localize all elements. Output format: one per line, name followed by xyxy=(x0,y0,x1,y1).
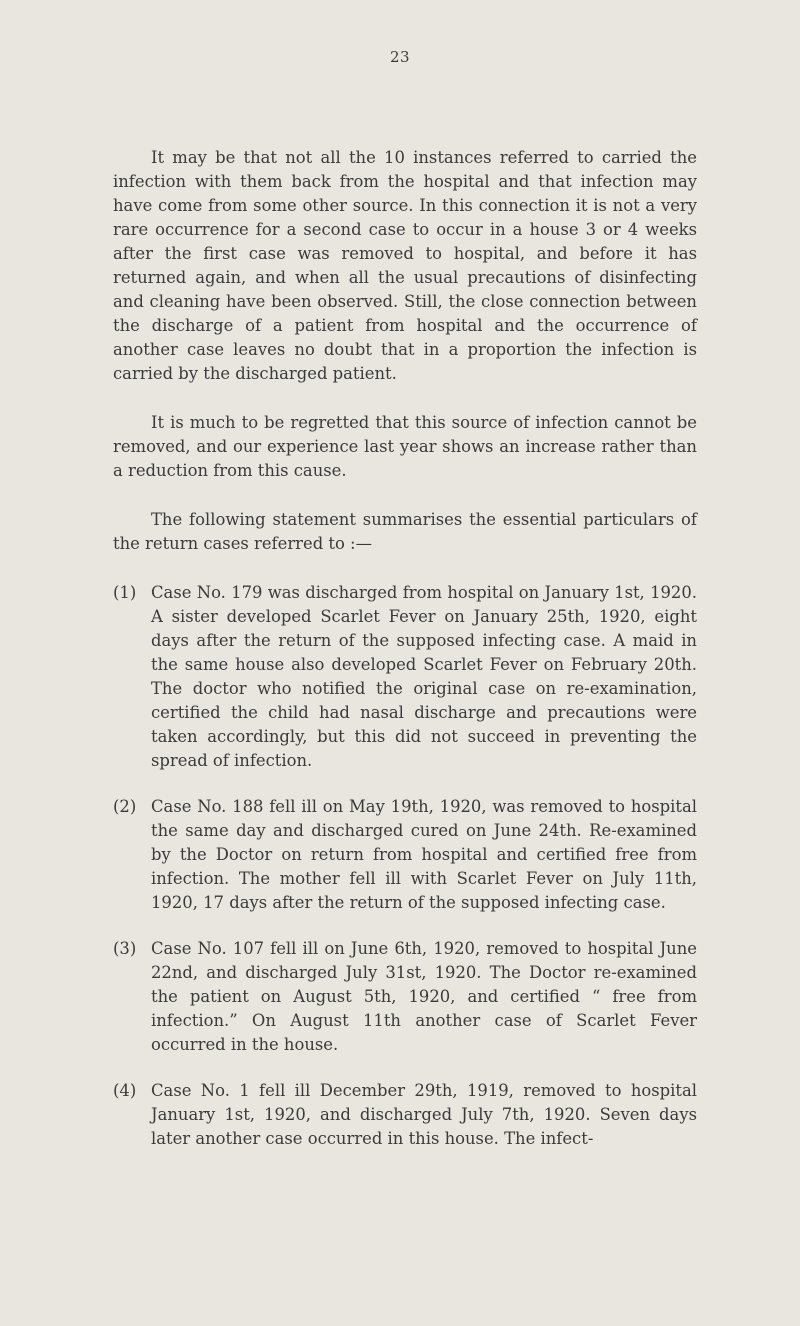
list-item xyxy=(113,795,697,915)
case-number: (1) xyxy=(113,583,137,602)
page-number: 23 xyxy=(389,48,411,66)
paragraph-3: The following statement summarises the essential particulars of the return cases referred to :— xyxy=(113,510,697,553)
case-list xyxy=(113,581,697,1151)
case-text: Case No. 107 fell ill on June 6th, 1920, removed to hospital June 22nd, and discharged July 31st, 1920. The Doctor re-examined the patient on August 5th, 1920, and certified “ free from infection.” On August 11th another case of Scarlet Fever occurred in the house. xyxy=(151,939,697,1054)
list-item xyxy=(113,1079,697,1151)
case-number: (4) xyxy=(113,1081,137,1100)
case-text: Case No. 1 fell ill December 29th, 1919, removed to hospital January 1st, 1920, and discharged July 7th, 1920. Seven days later another case occurred in this house. The infect- xyxy=(151,1081,697,1148)
case-number: (2) xyxy=(113,797,137,816)
case-number: (3) xyxy=(113,939,137,958)
body-text xyxy=(113,146,697,1173)
list-item xyxy=(113,937,697,1057)
case-text: Case No. 188 fell ill on May 19th, 1920, was removed to hospital the same day and discharged cured on June 24th. Re-examined by the Doctor on return from hospital and certified free from infection. The mother fell ill with Scarlet Fever on July 11th, 1920, 17 days after the return of the supposed infecting case. xyxy=(151,797,697,912)
list-item xyxy=(113,581,697,773)
paragraph-2: It is much to be regretted that this source of infection cannot be removed, and our experience last year shows an increase rather than a reduction from this cause. xyxy=(113,413,697,480)
case-text: Case No. 179 was discharged from hospital on January 1st, 1920. A sister developed Scarlet Fever on January 25th, 1920, eight days after the return of the supposed infecting case. A maid in the same house also developed Scarlet Fever on February 20th. The doctor who notified the original case on re-examination, certified the child had nasal discharge and precautions were taken accordingly, but this did not succeed in preventing the spread of infection. xyxy=(151,583,697,770)
paragraph-1: It may be that not all the 10 instances referred to carried the infection with them back from the hospital and that infection may have come from some other source. In this connection it is not a very rare occurrence for a second case to occur in a house 3 or 4 weeks after the first case was removed to hospital, and before it has returned again, and when all the usual precautions of disinfecting and cleaning have been observed. Still, the close connection between the discharge of a patient from hospital and the occurrence of another case leaves no doubt that in a proportion the infection is carried by the discharged patient. xyxy=(113,148,697,383)
